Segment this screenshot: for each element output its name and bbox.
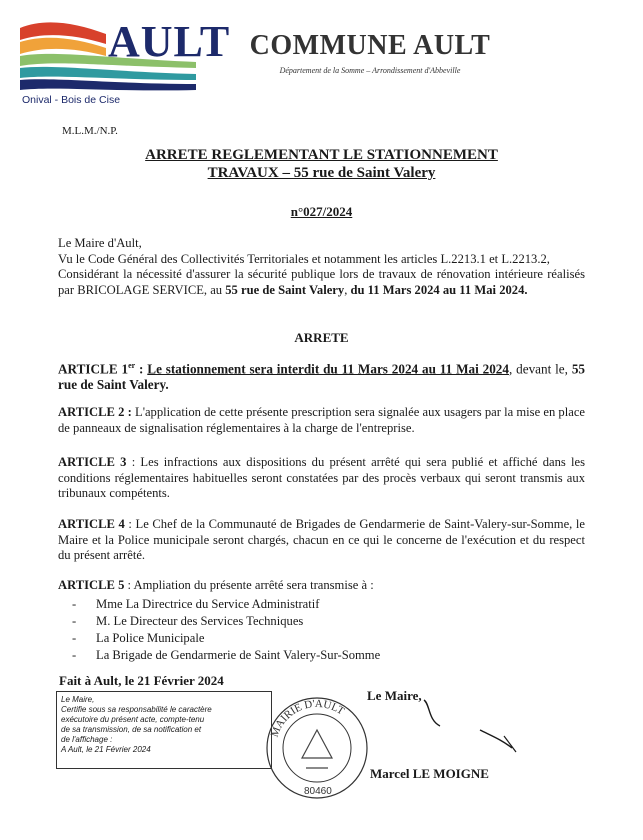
seal-text: MAIRIE D'AULT bbox=[268, 697, 347, 739]
article-1-sup: er bbox=[128, 361, 136, 370]
article-1 bbox=[58, 358, 585, 392]
article-1-label: ARTICLE 1 bbox=[58, 361, 129, 377]
cert-line: de sa transmission, de sa notification et bbox=[61, 725, 202, 734]
arrete-number: n°027/2024 bbox=[290, 204, 353, 219]
preamble-considerant bbox=[58, 267, 585, 297]
recipient-item: - Mme La Directrice du Service Administratif bbox=[72, 597, 320, 611]
article-2-text: L'application de cette présente prescription sera signalée aux usagers par la mise en place de panneaux de signalisation réglementaires à la charge de l'entreprise. bbox=[58, 405, 585, 435]
recipient-item: - La Police Municipale bbox=[72, 631, 205, 645]
certification-box bbox=[56, 691, 272, 769]
cert-line: de l'affichage : bbox=[61, 735, 113, 744]
recipient-text: La Police Municipale bbox=[96, 631, 205, 645]
article-1-colon: : bbox=[135, 361, 148, 377]
recipient-text: Mme La Directrice du Service Administratif bbox=[96, 597, 320, 611]
document-title-line2: TRAVAUX – 55 rue de Saint Valery bbox=[207, 165, 436, 181]
article-1-mid: , devant le, bbox=[509, 361, 572, 377]
recipient-item: - M. Le Directeur des Services Techniques bbox=[72, 614, 304, 628]
cert-line: Le Maire, bbox=[61, 695, 95, 704]
considerant-address: 55 rue de Saint Valery bbox=[225, 282, 345, 297]
logo-tagline: Onival - Bois de Cise bbox=[22, 94, 121, 106]
article-5-label: ARTICLE 5 bbox=[58, 578, 125, 592]
recipient-item: - La Brigade de Gendarmerie de Saint Valery-Sur-Somme bbox=[72, 648, 381, 662]
signed-at: Fait à Ault, le 21 Février 2024 bbox=[59, 673, 224, 688]
article-5 bbox=[58, 578, 585, 594]
preamble-vu: Vu le Code Général des Collectivités Territoriales et notamment les articles L.2213.1 et L.2213.2, bbox=[58, 251, 550, 266]
cert-line: Certifie sous sa responsabilité le caractère bbox=[61, 705, 212, 714]
seal-code: 80460 bbox=[304, 786, 332, 797]
article-1-underlined: Le stationnement sera interdit du 11 Mars 2024 au 11 Mai 2024 bbox=[147, 361, 509, 377]
article-5-text: : Ampliation du présente arrêté sera transmise à : bbox=[124, 578, 374, 592]
preamble bbox=[58, 236, 585, 298]
article-4-label: ARTICLE 4 bbox=[58, 517, 125, 531]
cert-line: A Ault, le 21 Février 2024 bbox=[61, 745, 151, 754]
reference-initials: M.L.M./N.P. bbox=[62, 125, 118, 137]
svg-text:MAIRIE D'AULT bbox=[269, 698, 347, 739]
arrete-heading: ARRETE bbox=[294, 330, 349, 345]
handwritten-signature bbox=[420, 690, 520, 760]
document-title-line1: ARRETE REGLEMENTANT LE STATIONNEMENT bbox=[145, 147, 498, 163]
article-4-text: : Le Chef de la Communauté de Brigades de Gendarmerie de Saint-Valery-sur-Somme, le Maire et la Police municipale seront chargés, chacun en ce qui le concerne de l'exécution et du respect du présent arrêté. bbox=[58, 517, 585, 562]
commune-subtitle: Département de la Somme – Arrondissement d'Abbeville bbox=[279, 66, 461, 75]
considerant-sep: , bbox=[344, 282, 351, 297]
logo-wordmark: AULT bbox=[108, 17, 231, 66]
article-1-address: 55 rue de Saint Valery. bbox=[58, 361, 585, 392]
article-3-text: : Les infractions aux dispositions du présent arrêté qui sera publié et affiché dans les conditions réglementaires habituelles seront constatées par des procès verbaux qui seront transmis aux tribunaux compétents. bbox=[58, 455, 586, 500]
article-3 bbox=[58, 455, 585, 502]
article-2-label: ARTICLE 2 : bbox=[58, 405, 132, 419]
considerant-text: Considérant la nécessité d'assurer la sécurité publique lors de travaux de rénovation intérieure réalisés par BRICOLAGE SERVICE, au bbox=[58, 267, 585, 297]
article-3-label: ARTICLE 3 bbox=[58, 455, 127, 469]
article-2 bbox=[58, 405, 585, 436]
commune-title: COMMUNE AULT bbox=[249, 30, 491, 61]
considerant-dates: du 11 Mars 2024 au 11 Mai 2024. bbox=[350, 282, 528, 297]
recipient-text: La Brigade de Gendarmerie de Saint Valery-Sur-Somme bbox=[96, 648, 381, 662]
recipient-text: M. Le Directeur des Services Techniques bbox=[96, 614, 304, 628]
town-hall-seal-stamp bbox=[262, 692, 372, 804]
le-maire-label: Le Maire, bbox=[367, 688, 422, 703]
ault-logo bbox=[14, 14, 231, 110]
mayor-name: Marcel LE MOIGNE bbox=[370, 766, 489, 781]
article-4 bbox=[58, 517, 585, 564]
preamble-maire: Le Maire d'Ault, bbox=[58, 236, 142, 250]
cert-line: exécutoire du présent acte, compte-tenu bbox=[61, 715, 205, 724]
